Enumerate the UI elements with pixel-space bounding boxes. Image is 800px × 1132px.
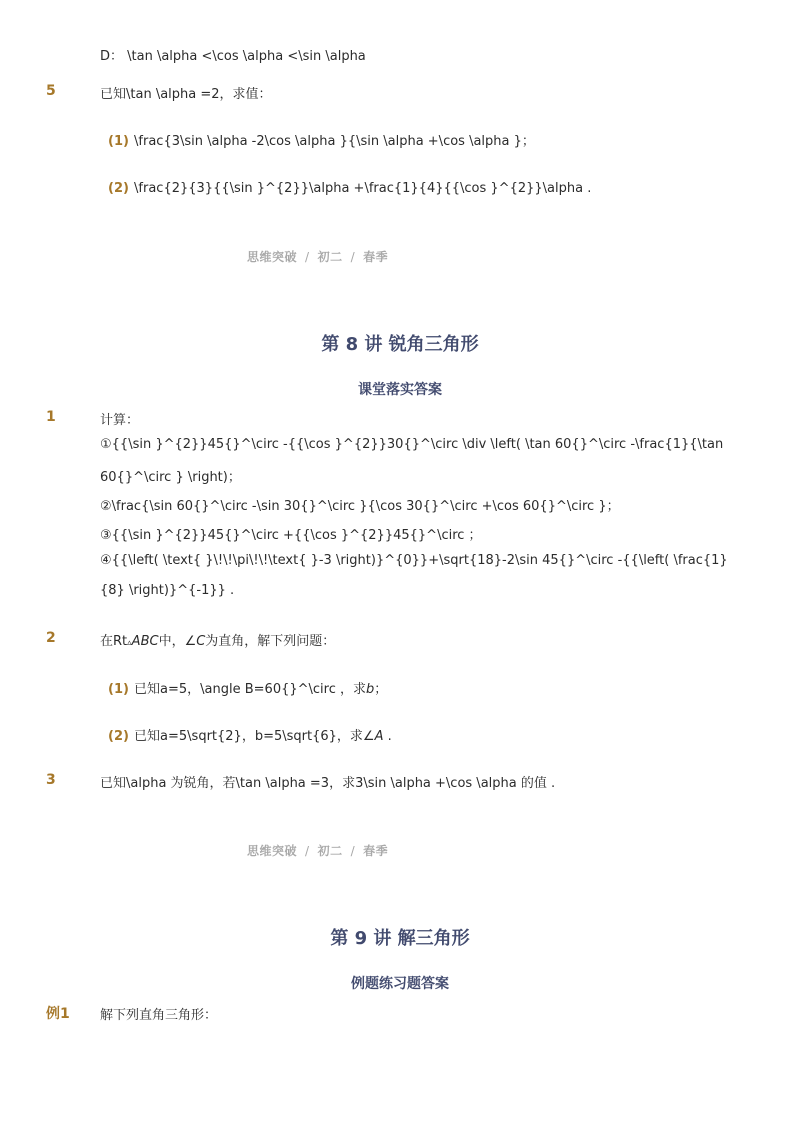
stem-text: 中，∠ bbox=[158, 634, 197, 649]
question-stem bbox=[100, 630, 335, 649]
sub-question bbox=[108, 678, 387, 697]
footer-separator: / bbox=[350, 250, 356, 264]
punctuation: ； bbox=[374, 682, 388, 697]
angle-vertex: C bbox=[196, 634, 206, 649]
lecture-title: 第 9 讲 解三角形 bbox=[330, 928, 470, 949]
formula-line: ④{{\left( \text{ }\!\!\pi\!\!\text{ }-3 \right)}^{0}}+\sqrt{18}-2\sin 45{}^\circ -{{\left( \frac{1} bbox=[100, 553, 728, 568]
footer-separator: / bbox=[350, 844, 356, 858]
footer-grade: 初二 bbox=[317, 250, 343, 264]
question-number: 5 bbox=[46, 83, 56, 99]
unknown-variable: b bbox=[366, 682, 375, 697]
sub-question-text bbox=[134, 729, 392, 744]
footer-term: 春季 bbox=[363, 250, 389, 264]
triangle-symbol: ▵ bbox=[127, 638, 132, 648]
stem-text: 为直角，解下列问题： bbox=[205, 634, 336, 649]
sub-question bbox=[108, 725, 392, 744]
question-number: 3 bbox=[46, 772, 56, 788]
footer-course: 思维突破 bbox=[247, 250, 298, 264]
sub-question-body: 已知a=5\sqrt{2}，b=5\sqrt{6}，求∠ bbox=[134, 729, 375, 744]
triangle-name: ABC bbox=[131, 634, 159, 649]
sub-question-text: \frac{3\sin \alpha -2\cos \alpha }{\sin \alpha +\cos \alpha }； bbox=[134, 134, 535, 149]
sub-question-text bbox=[134, 682, 387, 697]
example-number: 例1 bbox=[46, 1006, 70, 1022]
sub-question-label: (1) bbox=[108, 134, 129, 149]
section-heading: 课堂落实答案 bbox=[358, 382, 442, 398]
sub-question-label: (2) bbox=[108, 729, 129, 744]
formula-line: ①{{\sin }^{2}}45{}^\circ -{{\cos }^{2}}30{}^\circ \div \left( \tan 60{}^\circ -\frac{1}{\tan bbox=[100, 437, 724, 452]
sub-question-label: (2) bbox=[108, 181, 129, 196]
question-stem: 计算： bbox=[100, 413, 140, 428]
footer-term: 春季 bbox=[363, 844, 389, 858]
footer-separator: / bbox=[305, 250, 310, 264]
formula-line: ②\frac{\sin 60{}^\circ -\sin 30{}^\circ }{\cos 30{}^\circ +\cos 60{}^\circ }； bbox=[100, 499, 620, 514]
page-footer bbox=[247, 248, 388, 265]
page-footer bbox=[247, 842, 388, 859]
question-stem: 已知\alpha 为锐角，若\tan \alpha =3，求3\sin \alpha +\cos \alpha 的值 . bbox=[100, 776, 556, 791]
footer-course: 思维突破 bbox=[247, 844, 298, 858]
unknown-variable: A bbox=[374, 729, 384, 744]
formula-line: 60{}^\circ } \right)； bbox=[100, 470, 241, 485]
punctuation: . bbox=[383, 729, 392, 744]
option-d: D： \tan \alpha <\cos \alpha <\sin \alpha bbox=[100, 49, 366, 64]
footer-grade: 初二 bbox=[317, 844, 343, 858]
sub-question bbox=[108, 130, 535, 149]
sub-question bbox=[108, 177, 591, 196]
question-stem: 已知\tan \alpha =2，求值： bbox=[100, 87, 272, 102]
sub-question-text: \frac{2}{3}{{\sin }^{2}}\alpha +\frac{1}{4}{{\cos }^{2}}\alpha . bbox=[134, 181, 592, 196]
sub-question-label: (1) bbox=[108, 682, 129, 697]
formula-line: {8} \right)}^{-1}} . bbox=[100, 583, 235, 598]
question-number: 1 bbox=[46, 409, 56, 425]
sub-question-body: 已知a=5，\angle B=60{}^\circ ，求 bbox=[134, 682, 367, 697]
footer-separator: / bbox=[305, 844, 310, 858]
question-stem: 解下列直角三角形： bbox=[100, 1008, 218, 1023]
lecture-title: 第 8 讲 锐角三角形 bbox=[321, 334, 479, 355]
stem-text: 在Rt bbox=[100, 634, 128, 649]
formula-line: ③{{\sin }^{2}}45{}^\circ +{{\cos }^{2}}45{}^\circ ； bbox=[100, 528, 482, 543]
question-number: 2 bbox=[46, 630, 56, 646]
section-heading: 例题练习题答案 bbox=[351, 976, 449, 992]
